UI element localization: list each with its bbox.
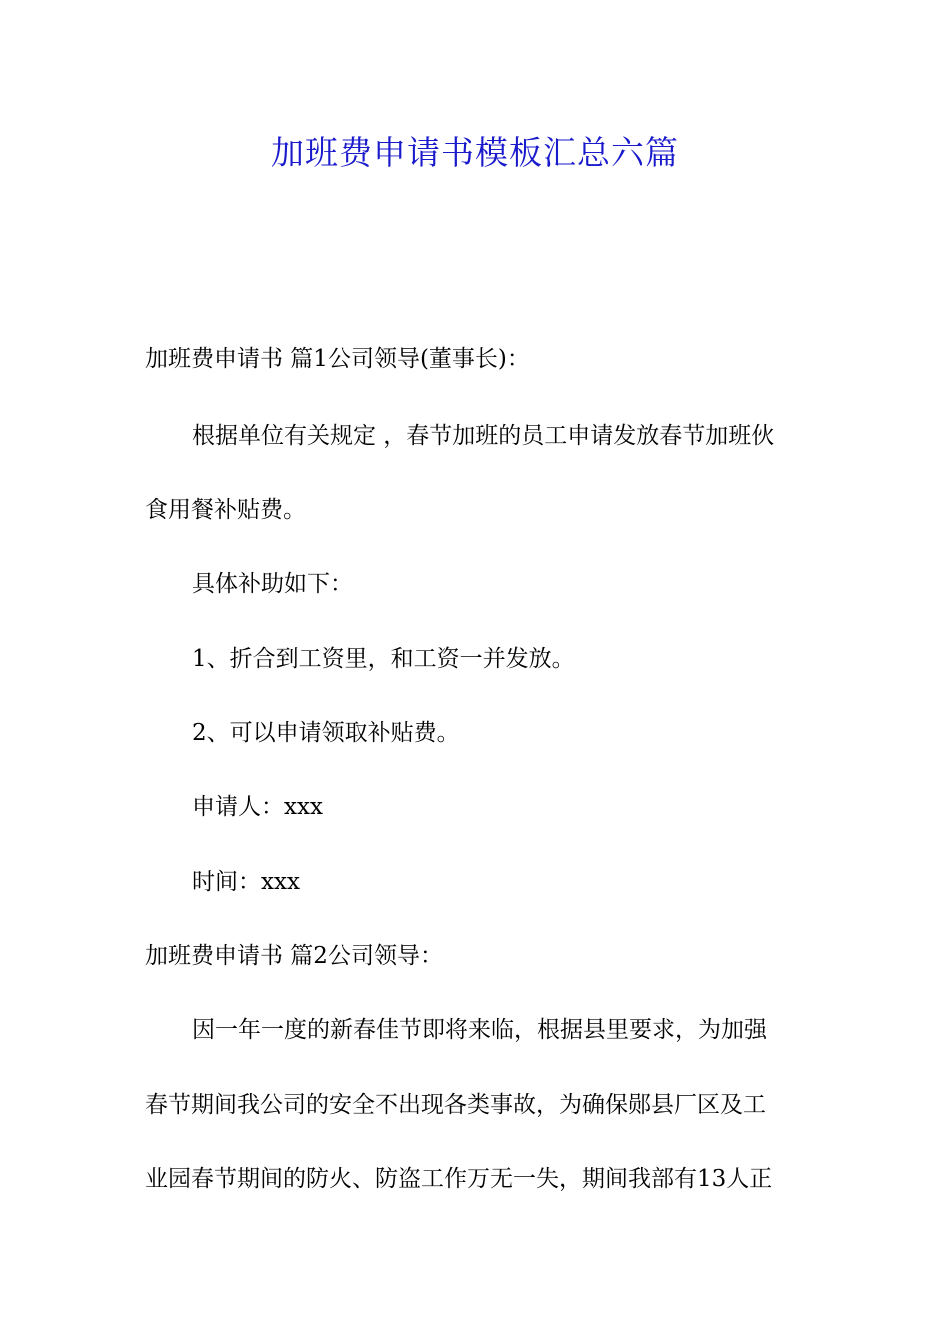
list-item: 2、可以申请领取补贴费。: [192, 720, 460, 746]
paragraph-line: 业园春节期间的防火、防盗工作万无一失，期间我部有13人正: [145, 1166, 773, 1192]
applicant-line: 申请人：xxx: [192, 794, 323, 820]
page-title: 加班费申请书模板汇总六篇: [271, 133, 679, 172]
section-heading-2: 加班费申请书 篇2公司领导：: [145, 943, 443, 969]
date-line: 时间：xxx: [192, 869, 300, 895]
list-item: 1、折合到工资里，和工资一并发放。: [192, 646, 575, 672]
paragraph-line: 根据单位有关规定 ，春节加班的员工申请发放春节加班伙: [192, 423, 775, 449]
paragraph-line: 食用餐补贴费。: [145, 497, 306, 523]
paragraph-line: 因一年一度的新春佳节即将来临，根据县里要求，为加强: [192, 1017, 767, 1043]
paragraph-line: 具体补助如下：: [192, 571, 353, 597]
paragraph-line: 春节期间我公司的安全不出现各类事故，为确保郧县厂区及工: [145, 1092, 766, 1118]
section-heading-1: 加班费申请书 篇1公司领导(董事长)：: [145, 346, 530, 372]
